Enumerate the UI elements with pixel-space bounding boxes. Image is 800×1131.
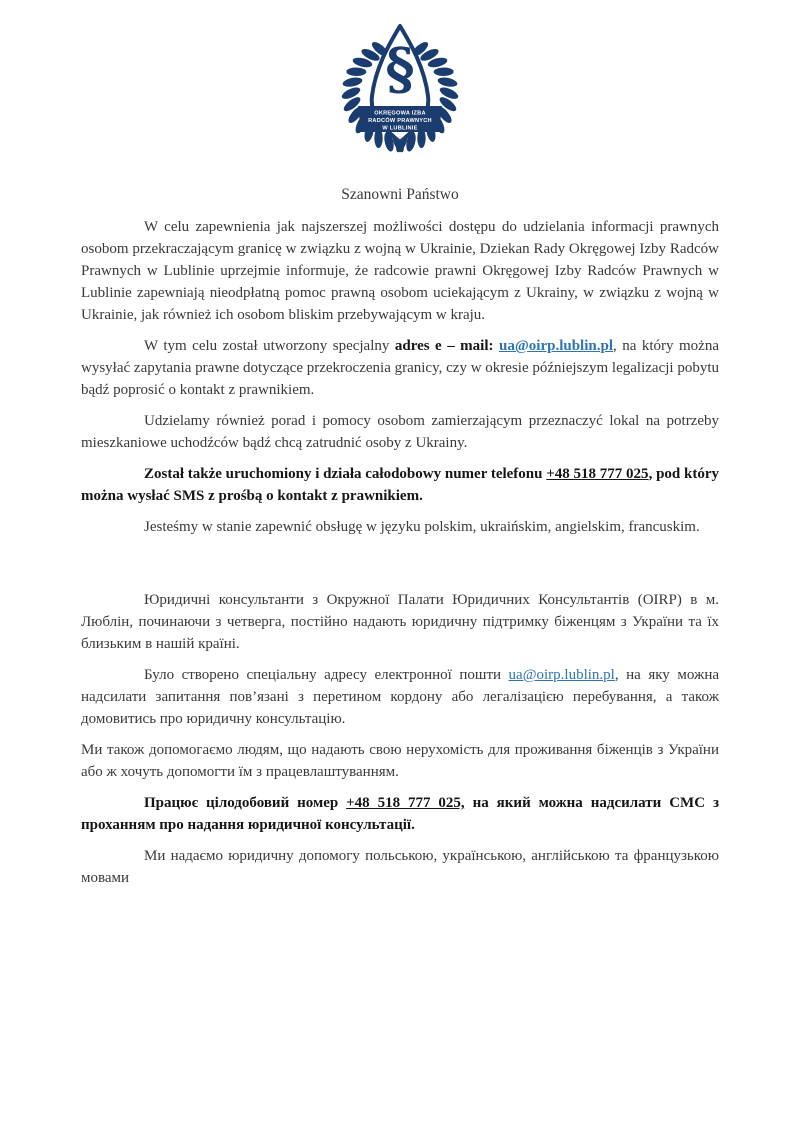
polish-section <box>81 216 719 538</box>
ua-phone-text-post: на який можна надсилати СМС з проханням про надання юридичної консультації. <box>81 795 719 833</box>
oirp-crest-icon <box>337 10 463 162</box>
ua-paragraph-phone <box>81 792 719 836</box>
ua-paragraph-languages: Ми надаємо юридичну допомогу польською, українською, англійською та французькою мовами <box>81 848 719 886</box>
phone-number-ukrainian: +48 518 777 025, <box>346 795 465 811</box>
pl-paragraph-intro: W celu zapewnienia jak najszerszej możliwości dostępu do udzielania informacji prawnych osobom przekraczającym granicę w związku z wojną w Ukrainie, Dziekan Rady Okręgowej Izby Radców Prawnych w Lublinie uprzejmie informuje, że radcowie prawni Okręgowej Izby Radców Prawnych w Lublinie zapewniają nieodpłatną pomoc prawną osobom uciekającym z Ukrainy, w związku z wojną w Ukrainie, jak również ich osobom bliskim przebywającym w kraju. <box>81 219 719 323</box>
pl-phone-text-post: , pod który można wysłać SMS z prośbą o kontakt z prawnikiem. <box>81 466 719 504</box>
logo-banner <box>358 106 442 132</box>
pl-paragraph-phone <box>81 463 719 507</box>
ua-phone-text-pre: Працює цілодобовий номер <box>144 795 347 811</box>
banner-line-1: OKRĘGOWA IZBA <box>374 110 426 117</box>
banner-line-2: RADCÓW PRAWNYCH <box>368 118 432 124</box>
banner-line-3: W LUBLINIE <box>382 125 418 132</box>
oirp-logo <box>337 10 463 162</box>
ua-paragraph-housing: Ми також допомогаємо людям, що надають свою нерухомість для проживання біженців з України або ж хочуть допомогти їм з працевлаштуванням. <box>81 742 719 780</box>
pl-paragraph-languages: Jesteśmy w stanie zapewnić obsługę w języku polskim, ukraińskim, angielskim, francuskim. <box>144 519 700 535</box>
phone-number-polish: +48 518 777 025 <box>546 466 649 482</box>
ua-email-text-pre: Було створено спеціальну адресу електронної пошти <box>144 667 509 683</box>
email-link-polish[interactable]: ua@oirp.lublin.pl <box>498 338 613 354</box>
pl-email-text-pre: W tym celu został utworzony specjalny <box>144 338 395 354</box>
pl-paragraph-email <box>81 335 719 401</box>
pl-paragraph-housing: Udzielamy również porad i pomocy osobom zamierzającym przeznaczyć lokal na potrzeby mieszkaniowe uchodźców bądź chcą zatrudnić osoby z Ukrainy. <box>81 413 719 451</box>
email-link-ukrainian[interactable]: ua@oirp.lublin.pl <box>508 667 615 683</box>
ukrainian-section <box>81 589 719 889</box>
ua-email-text-post: , на яку можна надсилати запитання пов’язані з перетином кордону або легалізацією перебування, а також домовитись про юридичну консультацію. <box>81 667 719 727</box>
email-label: adres e – mail: <box>394 338 499 354</box>
section-divider-space <box>81 547 719 589</box>
ua-paragraph-email <box>81 664 719 730</box>
section-sign-icon: § <box>385 36 415 102</box>
salutation: Szanowni Państwo <box>341 186 459 203</box>
pl-email-text-post: , na który można wysyłać zapytania prawne dotyczące przekroczenia granicy, czy w okresie późniejszym legalizacji pobytu bądź poprosić o kontakt z prawnikiem. <box>81 338 719 398</box>
pl-phone-text-pre: Został także uruchomiony i działa całodobowy numer telefonu <box>144 466 547 482</box>
ua-paragraph-intro: Юридичні консультанти з Окружної Палати Юридичних Консультантів (OIRP) в м. Люблін, починаючи з четверга, постійно надають юридичну підтримку біженцям з України та їх близьким в нашій країні. <box>81 592 719 652</box>
